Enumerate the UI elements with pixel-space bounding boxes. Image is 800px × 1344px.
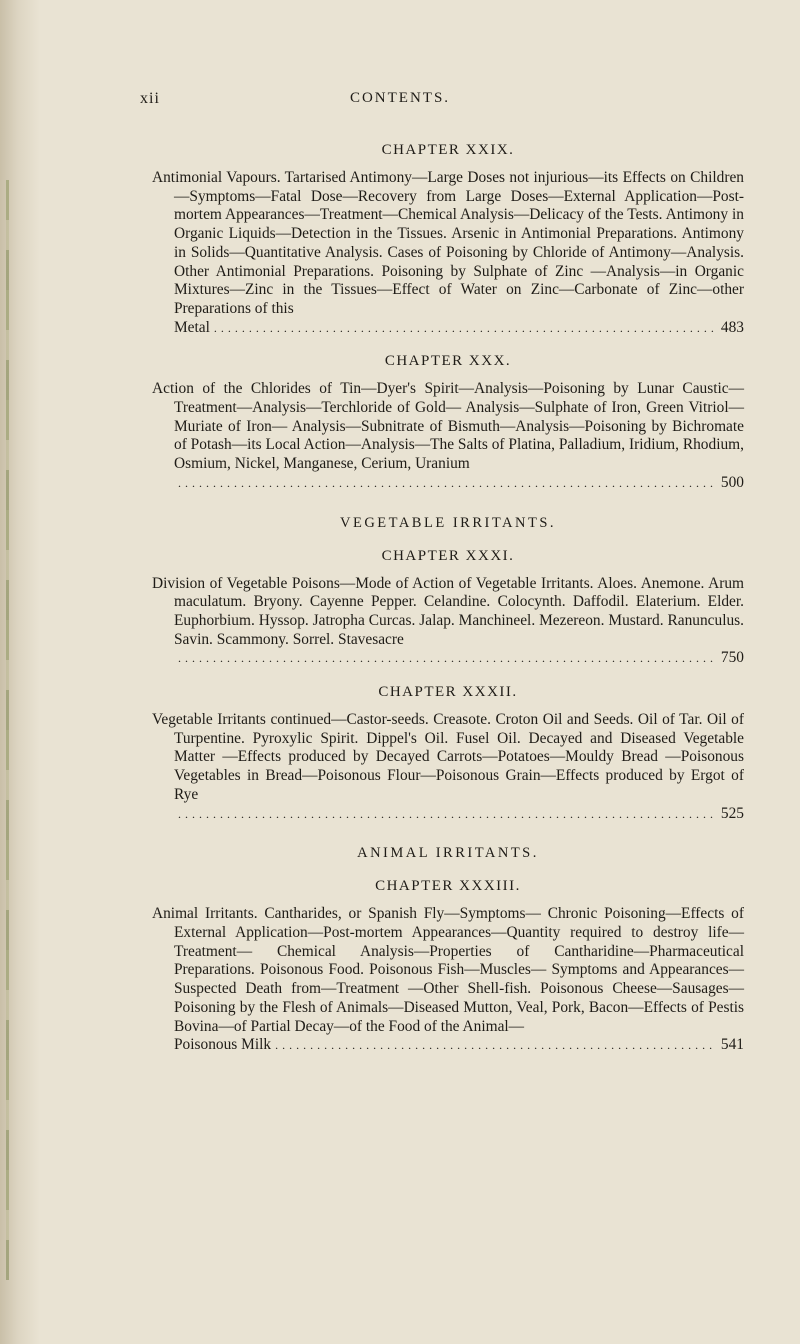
dot-leader <box>178 649 714 668</box>
section-heading: VEGETABLE IRRITANTS. <box>339 514 557 531</box>
contents-list <box>152 124 744 1069</box>
entry-last-line <box>174 805 744 824</box>
chapter-entry <box>152 380 744 492</box>
page-number: xii <box>140 90 160 107</box>
chapter-page-number: 483 <box>720 318 744 336</box>
chapter-summary: Antimonial Vapours. Tartarised Antimony—Large Doses not injurious—its Effects on Children—Symptoms—Fatal Dose—Recovery from Large Doses—External Application—Post-mortem Appearances—Treatment—Chemical Analysis—Delicacy of the Tests. Antimony in Organic Liquids—Detection in the Tissues. Arsenic in Antimonial Preparations. Antimony in Solids—Quantitative Analysis. Cases of Poisoning by Chloride of Antimony—Analysis. Other Antimonial Preparations. Poisoning by Sulphate of Zinc —Analysis—in Organic Mixtures—Zinc in the Tissues—Effect of Water on Zinc—Carbonate of Zinc—other Preparations of this <box>152 169 744 317</box>
chapter-title: CHAPTER XXXIII. <box>375 878 521 895</box>
chapter-page-number: 750 <box>720 649 744 667</box>
section-heading: ANIMAL IRRITANTS. <box>357 845 539 862</box>
chapter-entry <box>152 169 744 337</box>
chapter-entry <box>152 905 744 1055</box>
entry-last-line <box>174 474 744 493</box>
running-head: CONTENTS. <box>349 90 451 106</box>
chapter-entry <box>152 575 744 669</box>
chapter-summary: Vegetable Irritants continued—Castor-seeds. Creasote. Croton Oil and Seeds. Oil of Tar. Oil of Turpentine. Pyroxylic Spirit. Dippel's Oil. Fusel Oil. Decayed and Diseased Vegetable Matter —Effects produced by Decayed Carrots—Potatoes—Mouldy Bread —Poisonous Vegetables in Bread—Poisonous Flour—Poisonous Grain—Effects produced by Ergot of Rye <box>152 711 744 803</box>
page-binding-edge <box>0 0 40 1344</box>
entry-last-line <box>174 649 744 668</box>
chapter-entry <box>152 711 744 823</box>
chapter-page-number: 525 <box>720 804 744 822</box>
entry-last-line <box>174 1036 744 1055</box>
chapter-page-number: 541 <box>720 1036 744 1054</box>
dot-leader <box>178 474 714 493</box>
chapter-title: CHAPTER XXIX. <box>381 142 515 158</box>
chapter-title: CHAPTER XXXI. <box>381 547 515 564</box>
dot-leader <box>214 319 714 338</box>
chapter-summary: Animal Irritants. Cantharides, or Spanish Fly—Symptoms— Chronic Poisoning—Effects of External Application—Post-mortem Appearances—Quantity required to destroy life—Treatment— Chemical Analysis—Properties of Cantharidine—Pharmaceutical Preparations. Poisonous Food. Poisonous Fish—Muscles— Symptoms and Appearances—Suspected Death from—Treatment —Other Shell-fish. Poisonous Cheese—Sausages—Poisoning by the Flesh of Animals—Diseased Mutton, Veal, Pork, Bacon—Effects of Pestis Bovina—of Partial Decay—of the Food of the Animal— <box>152 905 744 1035</box>
chapter-title: CHAPTER XXXII. <box>378 684 518 701</box>
chapter-summary-end: Metal <box>174 318 210 336</box>
dot-leader <box>178 805 714 824</box>
page-header <box>0 90 800 116</box>
chapter-summary: Action of the Chlorides of Tin—Dyer's Spirit—Analysis—Poisoning by Lunar Caustic—Treatment—Analysis—Terchloride of Gold— Analysis—Sulphate of Iron, Green Vitriol—Muriate of Iron— Analysis—Subnitrate of Bismuth—Analysis—Poisoning by Bichromate of Potash—its Local Action—Analysis—The Salts of Platina, Palladium, Iridium, Rhodium, Osmium, Nickel, Manganese, Cerium, Uranium <box>152 380 744 473</box>
entry-last-line <box>174 319 744 338</box>
chapter-page-number: 500 <box>720 473 744 491</box>
dot-leader <box>275 1036 714 1055</box>
chapter-summary: Division of Vegetable Poisons—Mode of Action of Vegetable Irritants. Aloes. Anemone. Arum maculatum. Bryony. Cayenne Pepper. Celandine. Colocynth. Daffodil. Elaterium. Elder. Euphorbium. Hyssop. Jatropha Curcas. Jalap. Manchineel. Mezereon. Mustard. Ranunculus. Savin. Scammony. Sorrel. Stavesacre <box>152 574 744 648</box>
chapter-title: CHAPTER XXX. <box>384 353 512 370</box>
chapter-summary-end: Poisonous Milk <box>174 1036 272 1054</box>
